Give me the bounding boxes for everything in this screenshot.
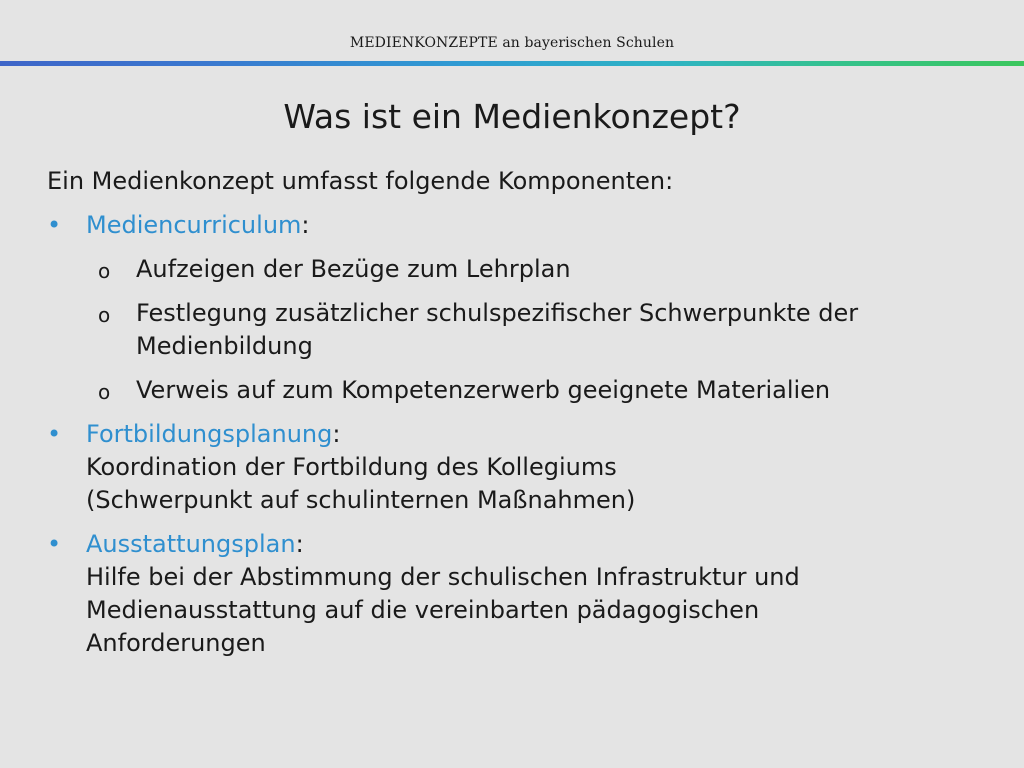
- description-line: Anforderungen: [86, 629, 266, 657]
- sub-item-text: Aufzeigen der Bezüge zum Lehrplan: [136, 255, 571, 283]
- bullet-item-fortbildungsplanung: [47, 418, 997, 517]
- circle-bullet-icon: o: [98, 380, 111, 404]
- description-line: Koordination der Fortbildung des Kollegiums: [86, 453, 617, 481]
- bullet-icon: •: [47, 420, 62, 448]
- sub-item-schwerpunkte: [47, 297, 997, 363]
- description-line: (Schwerpunkt auf schulinternen Maßnahmen): [86, 486, 636, 514]
- term-fortbildungsplanung: Fortbildungsplanung: [86, 420, 333, 448]
- description-line: Hilfe bei der Abstimmung der schulischen Infrastruktur und: [86, 563, 800, 591]
- sub-item-text: Verweis auf zum Kompetenzerwerb geeignete Materialien: [136, 376, 831, 404]
- circle-bullet-icon: o: [98, 259, 111, 283]
- term-mediencurriculum: Mediencurriculum: [86, 211, 302, 239]
- header-gradient-bar: [0, 61, 1024, 66]
- bullet-icon: •: [47, 211, 62, 239]
- term-colon: :: [295, 530, 304, 558]
- bullet-item-mediencurriculum: [47, 209, 997, 242]
- circle-bullet-icon: o: [98, 303, 111, 327]
- header-title: MEDIENKONZEPTE an bayerischen Schulen: [349, 35, 675, 51]
- term-ausstattungsplan: Ausstattungsplan: [86, 530, 296, 558]
- slide-header: [0, 0, 1024, 62]
- description-line: Medienausstattung auf die vereinbarten pädagogischen: [86, 596, 760, 624]
- sub-item-materialien: [47, 374, 997, 407]
- intro-text: Ein Medienkonzept umfasst folgende Komponenten:: [47, 167, 674, 195]
- slide-content: [47, 165, 997, 671]
- bullet-item-ausstattungsplan: [47, 528, 997, 660]
- sub-item-lehrplan: [47, 253, 997, 286]
- term-colon: :: [332, 420, 341, 448]
- term-colon: :: [301, 211, 310, 239]
- slide-title: Was ist ein Medienkonzept?: [283, 97, 741, 136]
- sub-item-text: Festlegung zusätzlicher schulspezifischer Schwerpunkte der Medienbildung: [136, 299, 859, 360]
- bullet-icon: •: [47, 530, 62, 558]
